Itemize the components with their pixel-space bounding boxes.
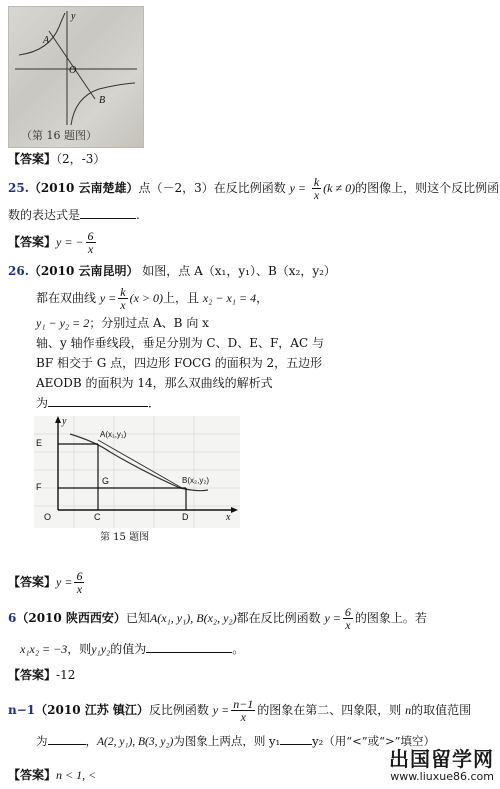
fig16-caption: （第 16 题图） [21, 129, 97, 142]
fig15-label-o: O [44, 512, 52, 522]
fraction-num: 6 [87, 229, 94, 243]
math-y: y = [289, 181, 307, 195]
question-number: n−1 [8, 703, 36, 717]
answer-value: n < 1, < [56, 768, 97, 782]
fig15-caption: 第 15 题图 [100, 532, 150, 543]
answer-tag: 【答案】 [8, 668, 57, 682]
question-text: ，则 [67, 642, 92, 656]
question-26-line5: BF 相交于 G 点，四边形 FOCG 的面积为 2，五边形 [36, 356, 323, 370]
fraction-num: n−1 [233, 697, 254, 711]
question-text: 的图象上。若 [354, 611, 427, 625]
fraction-den: x [87, 242, 94, 256]
condition: (k ≠ 0) [323, 181, 356, 195]
fig16-label-a: A [43, 35, 50, 46]
question-26-line3 [36, 314, 209, 332]
fraction-n-1-over-x [231, 698, 255, 723]
answer-24 [8, 150, 105, 168]
watermark-url: www.liuxue86.com [390, 770, 494, 783]
fig15-label-d: D [182, 512, 189, 522]
question-text: ；分别过点 A、B 向 x [89, 316, 209, 330]
equation: x₂ − x₁ = 4 [202, 291, 257, 305]
points: A(x₁, y₁), B(x₂, y₂) [149, 611, 237, 625]
question-25-line1 [8, 176, 499, 201]
fig16-label-b: B [99, 95, 106, 106]
question-number: 25. [8, 181, 29, 195]
fig16-curve-left [19, 13, 65, 55]
answer-blank-1[interactable] [48, 732, 86, 745]
fig16-label-y: y [71, 11, 76, 22]
answer-fraction [86, 230, 96, 255]
points: A(2, y₁), B(3, y₂) [97, 736, 174, 748]
expression: y₁y₂ [91, 642, 111, 656]
fraction-num: k [313, 175, 320, 189]
answer-tag: 【答案】 [8, 152, 57, 166]
question-26-line6: AEODB 的面积为 14，那么双曲线的解析式 [36, 376, 273, 390]
answer-lhs: y = − [56, 235, 84, 249]
math-y: y = [212, 703, 230, 717]
question-25-line2 [8, 206, 140, 224]
math-y: y = [324, 611, 341, 625]
question-text: 都在双曲线 [36, 291, 97, 305]
question-26-line4: 轴、y 轴作垂线段，垂足分别为 C、D、E、F，AC 与 [36, 336, 324, 350]
fig15-background [34, 416, 240, 528]
question-text: 上，且 [163, 291, 200, 305]
question-text: 的图象在第二、四象限，则 [257, 703, 402, 717]
fraction-num: 6 [76, 569, 83, 583]
answer-lhs: y = [56, 575, 73, 589]
question-number: 6 [8, 611, 17, 625]
question-text: 的图像上，则这个反比例函 [355, 181, 500, 195]
variable-n: n [405, 703, 412, 717]
question-28-line1 [8, 698, 471, 723]
answer-tag: 【答案】 [8, 235, 57, 249]
fig15-label-g: G [102, 476, 110, 486]
punctuation: . [136, 208, 140, 222]
answer-blank-2[interactable] [280, 732, 312, 745]
question-source: （2010 云南昆明） [28, 264, 139, 278]
fig15-label-y: y [62, 416, 67, 427]
question-text: 的值为 [110, 642, 147, 656]
fraction-den: x [120, 298, 126, 312]
question-26-line2: 都在双曲线 y = $\frac{k}{x}$ (x > 0)上，且 x₂ − x₁ = 4， [36, 285, 269, 312]
question-source: （2010 陕西西安） [16, 611, 126, 625]
figure-16-photo [8, 6, 144, 148]
fraction-den: x [76, 582, 83, 596]
fig15-label-a: A(x₁,y₁) [100, 430, 127, 439]
figure-15 [34, 416, 240, 542]
question-27-line1 [8, 606, 427, 631]
question-source: （2010 云南楚雄） [28, 181, 139, 195]
answer-value: （2，-3） [56, 152, 106, 166]
fraction-k-over-x [118, 286, 127, 311]
math-y: y = [99, 291, 117, 305]
question-text: 的取值范围 [411, 703, 472, 717]
figure-15-graph [34, 416, 240, 528]
watermark-logo [334, 748, 494, 786]
question-text: 为 [36, 396, 49, 410]
question-source: （2010 江苏 镇江） [35, 703, 149, 717]
answer-tag: 【答案】 [8, 768, 57, 782]
question-text: ， [85, 734, 97, 748]
question-27-line2 [20, 640, 244, 658]
punctuation: 。 [232, 642, 245, 656]
question-text: 如图，点 A（x₁，y₁）、B（x₂，y₂） [142, 264, 336, 278]
answer-25 [8, 230, 98, 255]
figure-16-graph [9, 7, 143, 147]
fraction-num: k [120, 285, 126, 299]
question-number: 26. [8, 264, 29, 278]
condition: (x > 0) [129, 291, 164, 305]
answer-tag: 【答案】 [8, 575, 57, 589]
question-text: 点（－2，3）在反比例函数 [138, 181, 286, 195]
fig15-label-f: F [36, 482, 42, 492]
answer-fraction [74, 570, 84, 595]
watermark-cn: 出国留学网 [389, 747, 494, 771]
fig15-label-c: C [94, 512, 101, 522]
answer-27 [8, 666, 75, 684]
answer-blank[interactable] [146, 640, 232, 653]
question-text: 为图象上两点，则 y₁ [173, 734, 281, 748]
question-text: 为 [36, 734, 48, 748]
question-26-line1 [8, 262, 336, 280]
answer-value: -12 [56, 668, 76, 682]
answer-blank[interactable] [48, 394, 148, 407]
question-text: 反比例函数 [148, 703, 209, 717]
question-text: 已知 [125, 611, 150, 625]
fraction-den: x [313, 188, 320, 202]
question-26-line7: 为 ． [36, 396, 161, 410]
fraction-k-over-x [312, 176, 321, 201]
fraction-den: x [240, 710, 246, 724]
fraction-6-over-x [343, 606, 353, 631]
fig15-label-x: x [226, 512, 231, 523]
equation: y₁ − y₂ = 2 [36, 316, 90, 330]
answer-blank[interactable] [80, 206, 136, 219]
question-text: y₂（用“<”或“>”填空） [312, 734, 435, 748]
question-text: 数的表达式是 [8, 208, 81, 222]
answer-26 [8, 570, 86, 595]
fraction-num: 6 [344, 605, 351, 619]
answer-28 [8, 766, 96, 784]
fraction-den: x [345, 618, 351, 632]
fig15-label-e: E [36, 438, 43, 448]
equation: x₁x₂ = −3 [20, 642, 68, 656]
fig16-label-o: O [69, 65, 77, 76]
question-text: 都在反比例函数 [236, 611, 321, 625]
fig15-label-b: B(x₂,y₂) [182, 476, 210, 485]
